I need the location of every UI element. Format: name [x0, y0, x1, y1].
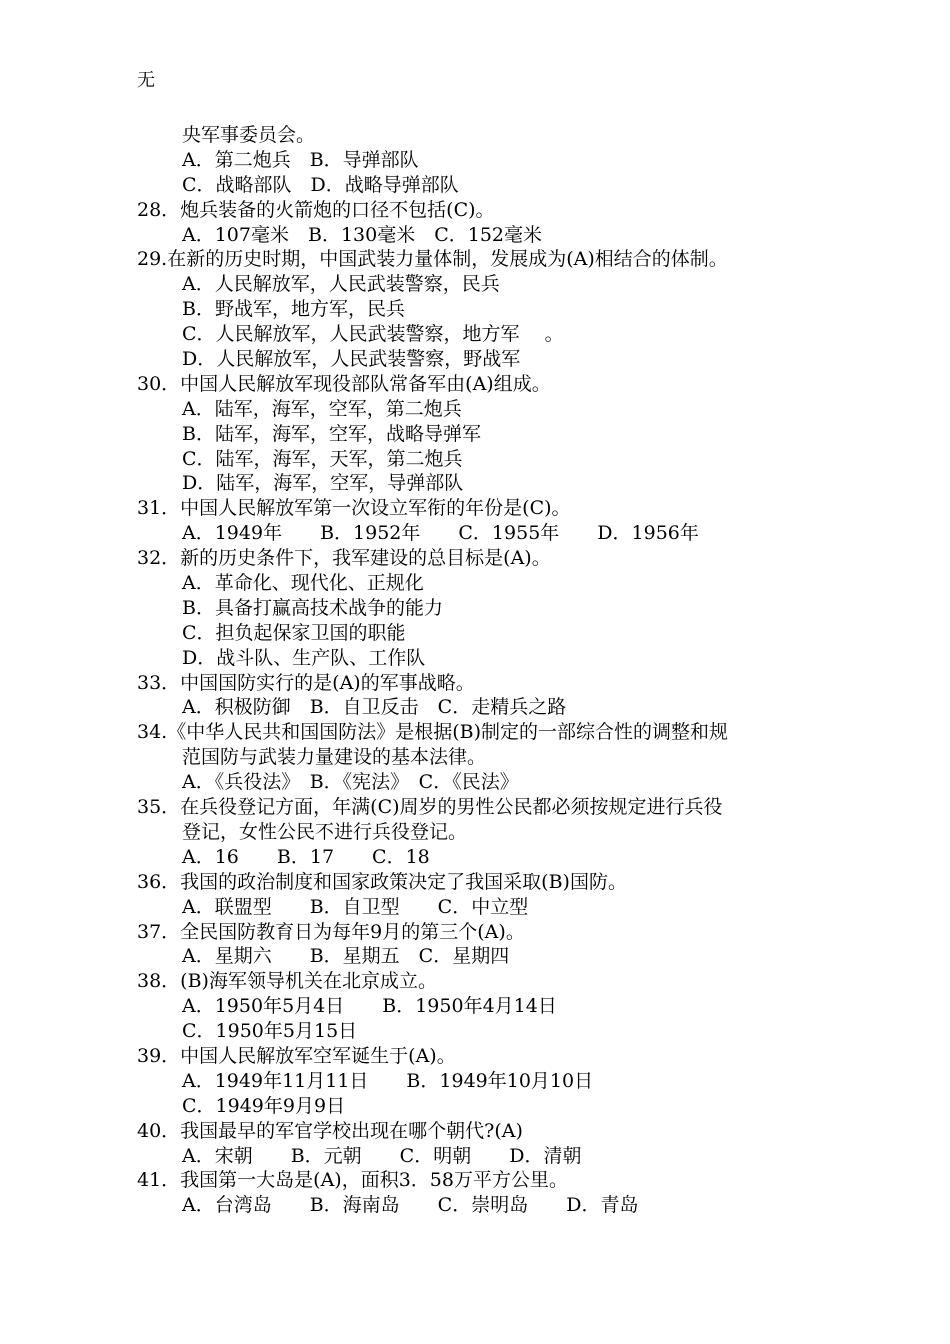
- answer-line: D．战斗队、生产队、工作队: [182, 646, 426, 669]
- question-line: 37．全民国防教育日为每年9月的第三个(A)。: [137, 920, 525, 943]
- answer-line: B．野战军，地方军，民兵: [182, 298, 405, 321]
- question-line: 29.在新的历史时期，中国武装力量体制，发展成为(A)相结合的体制。: [137, 248, 728, 271]
- answer-line: A．人民解放军，人民武装警察，民兵: [182, 273, 500, 296]
- answer-line: A．1949年 B．1952年 C．1955年 D．1956年: [182, 522, 699, 545]
- answer-line: A．宋朝 B．元朝 C．明朝 D．清朝: [182, 1144, 582, 1167]
- answer-line: A．《兵役法》 B．《宪法》 C．《民法》: [182, 771, 519, 794]
- question-line: 38．(B)海军领导机关在北京成立。: [137, 970, 437, 993]
- page-header: 无: [137, 70, 155, 91]
- answer-line: D．陆军，海军，空军，导弹部队: [182, 472, 464, 495]
- question-line: 32．新的历史条件下，我军建设的总目标是(A)。: [137, 547, 551, 570]
- answer-line: C．人民解放军，人民武装警察，地方军 。: [182, 323, 564, 346]
- answer-line: 范国防与武装力量建设的基本法律。: [182, 746, 487, 769]
- question-line: 35．在兵役登记方面，年满(C)周岁的男性公民都必须按规定进行兵役: [137, 796, 723, 819]
- question-list: [137, 123, 857, 1218]
- question-line: 41．我国第一大岛是(A)，面积3．58万平方公里。: [137, 1169, 568, 1192]
- answer-line: 登记，女性公民不进行兵役登记。: [182, 820, 468, 843]
- answer-line: 央军事委员会。: [182, 124, 316, 146]
- answer-line: A．16 B．17 C．18: [182, 845, 430, 868]
- answer-line: D．人民解放军，人民武装警察，野战军: [182, 348, 521, 371]
- question-line: 36．我国的政治制度和国家政策决定了我国采取(B)国防。: [137, 870, 627, 893]
- answer-line: A．第二炮兵 B．导弹部队: [182, 148, 419, 171]
- question-line: 34.《中华人民共和国国防法》是根据(B)制定的一部综合性的调整和规: [137, 721, 729, 744]
- question-line: 39．中国人民解放军空军诞生于(A)。: [137, 1044, 456, 1067]
- answer-line: C．1950年5月15日: [182, 1020, 358, 1043]
- answer-line: A．革命化、现代化、正规化: [182, 572, 424, 595]
- answer-line: A．1950年5月4日 B．1950年4月14日: [182, 995, 557, 1018]
- answer-line: C．战略部队 D．战略导弹部队: [182, 173, 459, 196]
- question-line: 28．炮兵装备的火箭炮的口径不包括(C)。: [137, 198, 495, 221]
- answer-line: B．具备打赢高技术战争的能力: [182, 596, 443, 619]
- question-line: 40．我国最早的军官学校出现在哪个朝代?(A): [137, 1119, 523, 1142]
- question-line: 30．中国人民解放军现役部队常备军由(A)组成。: [137, 372, 551, 395]
- answer-line: C．陆军，海军，天军，第二炮兵: [182, 447, 463, 470]
- answer-line: A．星期六 B．星期五 C．星期四: [182, 945, 510, 968]
- answer-line: A．台湾岛 B．海南岛 C．崇明岛 D．青岛: [182, 1194, 639, 1217]
- answer-line: A．107毫米 B．130毫米 C．152毫米: [182, 223, 543, 246]
- question-line: 33．中国国防实行的是(A)的军事战略。: [137, 671, 475, 694]
- question-line: 31．中国人民解放军第一次设立军衔的年份是(C)。: [137, 497, 571, 520]
- answer-line: B．陆军，海军，空军，战略导弹军: [182, 422, 481, 445]
- answer-line: A．1949年11月11日 B．1949年10月10日: [182, 1069, 594, 1092]
- answer-line: A．联盟型 B．自卫型 C．中立型: [182, 895, 529, 918]
- answer-line: C．担负起保家卫国的职能: [182, 621, 406, 644]
- answer-line: A．积极防御 B．自卫反击 C．走精兵之路: [182, 696, 567, 719]
- answer-line: A．陆军，海军，空军，第二炮兵: [182, 397, 462, 420]
- answer-line: C．1949年9月9日: [182, 1094, 346, 1117]
